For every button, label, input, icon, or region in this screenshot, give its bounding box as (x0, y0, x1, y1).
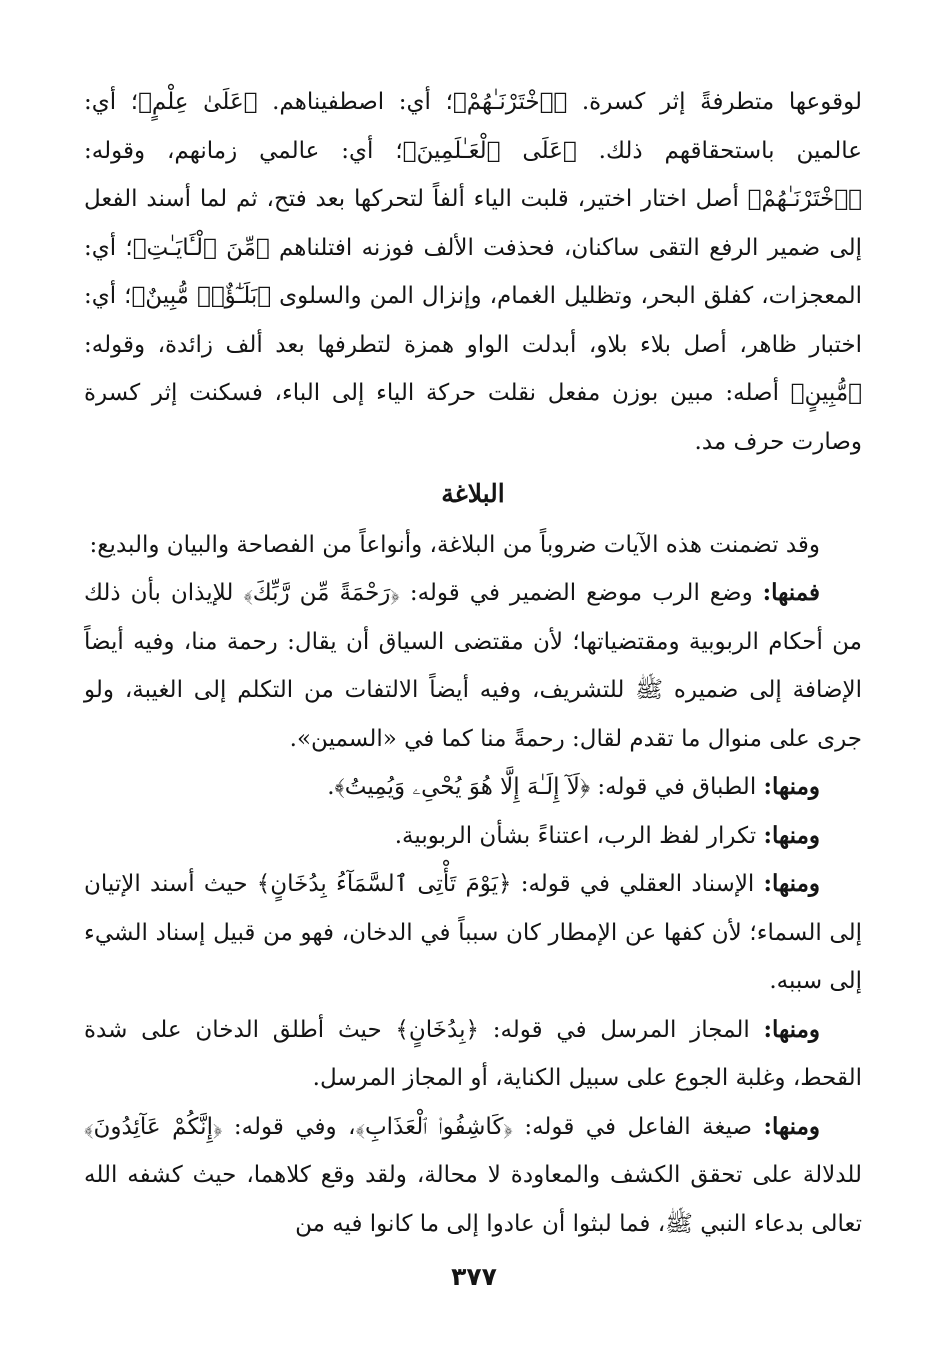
item-lead: فمنها: (762, 579, 820, 606)
item-text: المجاز المرسل في قوله: ﴿بِدُخَانٍ﴾ حيث أطلق الدخان على شدة القحط، وغلبة الجوع على سبيل الكناية، أو المجاز المرسل. (84, 1016, 862, 1091)
item-lead: ومنها: (763, 1112, 820, 1140)
item-text: تكرار لفظ الرب، اعتناءً بشأن الربوبية. (394, 822, 764, 849)
item-lead: ومنها: (763, 1015, 820, 1043)
item-text: الطباق في قوله: ﴿لَآ إِلَـٰهَ إِلَّا هُوَ يُحْىِۦ وَيُمِيتُ﴾. (327, 774, 764, 800)
item-lead: ومنها: (763, 773, 820, 800)
item-text: وضع الرب موضع الضمير في قوله: ﴿رَحْمَةً مِّن رَّبِّكَ﴾ للإيذان بأن ذلك من أحكام الربوبية ومقتضياتها؛ لأن مقتضى السياق أن يقال: رحمة منا، وفيه أيضاً الإضافة إلى ضميره ﷺ للتشريف، وفيه أيضاً الالتفات من التكلم إلى الغيبة، ولو جرى على منوال ما تقدم لقال: رحمةً منا كما في «السمين». (84, 580, 862, 752)
paragraph-continuation: لوقوعها متطرفةً إثر كسرة. ﴿ٱخْتَرْنَـٰهُمْ﴾؛ أي: اصطفيناهم. ﴿عَلَىٰ عِلْمٍ﴾؛ أي: عالمين باستحقاقهم ذلك. ﴿عَلَى ٱلْعَـٰلَمِينَ﴾؛ أي: عالمي زمانهم، وقوله: ﴿ٱخْتَرْنَـٰهُمْ﴾ أصل اختار اختير، قلبت الياء ألفاً لتحركها بعد فتح، ثم لما أسند الفعل إلى ضمير الرفع التقى ساكنان، فحذفت الألف فوزنه افتلناهم ﴿مِّنَ ٱلْـَٔايَـٰتِ﴾؛ أي: المعجزات، كفلق البحر، وتظليل الغمام، وإنزال المن والسلوى ﴿بَلَـٰٓؤٌا۟ مُّبِينٌ﴾؛ أي: اختبار ظاهر، أصل بلاء بلاو، أبدلت الواو همزة لتطرفها بعد ألف زائدة، وقوله: ﴿مُّبِينٍ﴾ أصله: مبين بوزن مفعل نقلت حركة الياء إلى الباء، فسكنت إثر كسرة وصارت حرف مد. (84, 89, 862, 455)
page-number: ٣٧٧ (451, 1262, 497, 1291)
rhetoric-item (84, 860, 862, 1006)
rhetoric-item (84, 1103, 862, 1249)
rhetoric-item (84, 812, 862, 861)
item-text: الإسناد العقلي في قوله: ﴿يَوْمَ تَأْتِى ٱلسَّمَآءُ بِدُخَانٍ﴾ حيث أسند الإتيان إلى السماء؛ لأن كفها عن الإمطار كان سبباً في الدخان، فهو من قبيل إسناد الشيء إلى سببه. (84, 871, 862, 994)
page-body (84, 78, 862, 1248)
item-lead: ومنها: (763, 821, 820, 849)
item-lead: ومنها: (763, 870, 820, 897)
item-text: صيغة الفاعل في قوله: ﴿كَاشِفُوا۟ ٱلْعَذَابِ﴾، وفي قوله: ﴿إِنَّكُمْ عَآئِدُونَ﴾ للدلالة على تحقق الكشف والمعاودة لا محالة، ولقد وقع كلاهما، حيث كشفه الله تعالى بدعاء النبي ﷺ، فما لبثوا أن عادوا إلى ما كانوا فيه من (84, 1113, 862, 1237)
rhetoric-item (84, 1006, 862, 1103)
section-heading: البلاغة (441, 479, 505, 508)
rhetoric-item (84, 763, 862, 812)
section-intro: وقد تضمنت هذه الآيات ضروباً من البلاغة، وأنواعاً من الفصاحة والبيان والبديع: (89, 531, 820, 558)
rhetoric-item (84, 569, 862, 763)
